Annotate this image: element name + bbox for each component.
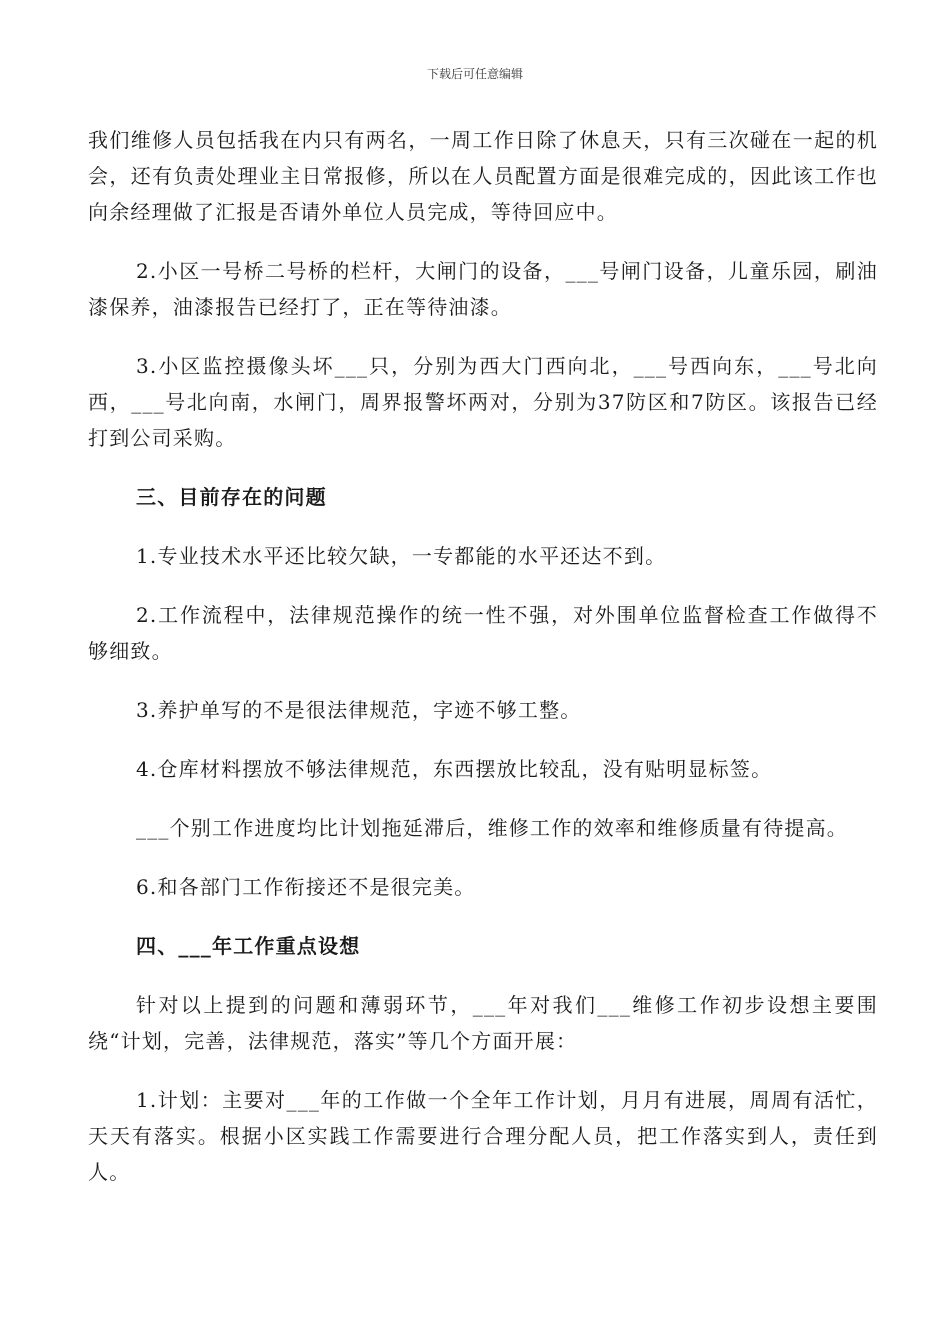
problem-item-3: 3.养护单写的不是很法律规范，字迹不够工整。: [136, 698, 582, 722]
paragraph-item-3-cameras: 3.小区监控摄像头坏___只，分别为西大门西向北，___号西向东，___号北向西，___号北向南，水闸门，周界报警坏两对，分别为37防区和7防区。该报告已经打到公司采购。: [88, 354, 878, 450]
problem-item-2: 2.工作流程中，法律规范操作的统一性不强，对外围单位监督检查工作做得不够细致。: [88, 603, 878, 663]
page-header: 下载后可任意编辑: [426, 67, 523, 81]
problem-item-1: 1.专业技术水平还比较欠缺，一专都能的水平还达不到。: [136, 544, 667, 568]
paragraph-plan-intro: 针对以上提到的问题和薄弱环节，___年对我们___维修工作初步设想主要围绕“计划，完善，法律规范，落实”等几个方面开展：: [88, 993, 878, 1053]
problem-item-6: 6.和各部门工作衔接还不是很完美。: [136, 875, 476, 899]
section-heading-problems: 三、目前存在的问题: [136, 485, 327, 509]
problem-item-5: ___个别工作进度均比计划拖延滞后，维修工作的效率和维修质量有待提高。: [136, 816, 848, 840]
section-heading-plans: 四、___年工作重点设想: [136, 934, 361, 958]
document-body: [88, 122, 878, 1213]
paragraph-item-2-railings: 2.小区一号桥二号桥的栏杆，大闸门的设备，___号闸门设备，儿童乐园，刷油漆保养，油漆报告已经打了，正在等待油漆。: [88, 259, 878, 319]
plan-item-1: 1.计划：主要对___年的工作做一个全年工作计划，月月有进展，周周有活忙，天天有落实。根据小区实践工作需要进行合理分配人员，把工作落实到人，责任到人。: [88, 1088, 878, 1184]
problem-item-4: 4.仓库材料摆放不够法律规范，东西摆放比较乱，没有贴明显标签。: [136, 757, 773, 781]
paragraph-staffing: 我们维修人员包括我在内只有两名，一周工作日除了休息天，只有三次碰在一起的机会，还有负责处理业主日常报修，所以在人员配置方面是很难完成的，因此该工作也向余经理做了汇报是否请外单位人员完成，等待回应中。: [88, 128, 878, 224]
